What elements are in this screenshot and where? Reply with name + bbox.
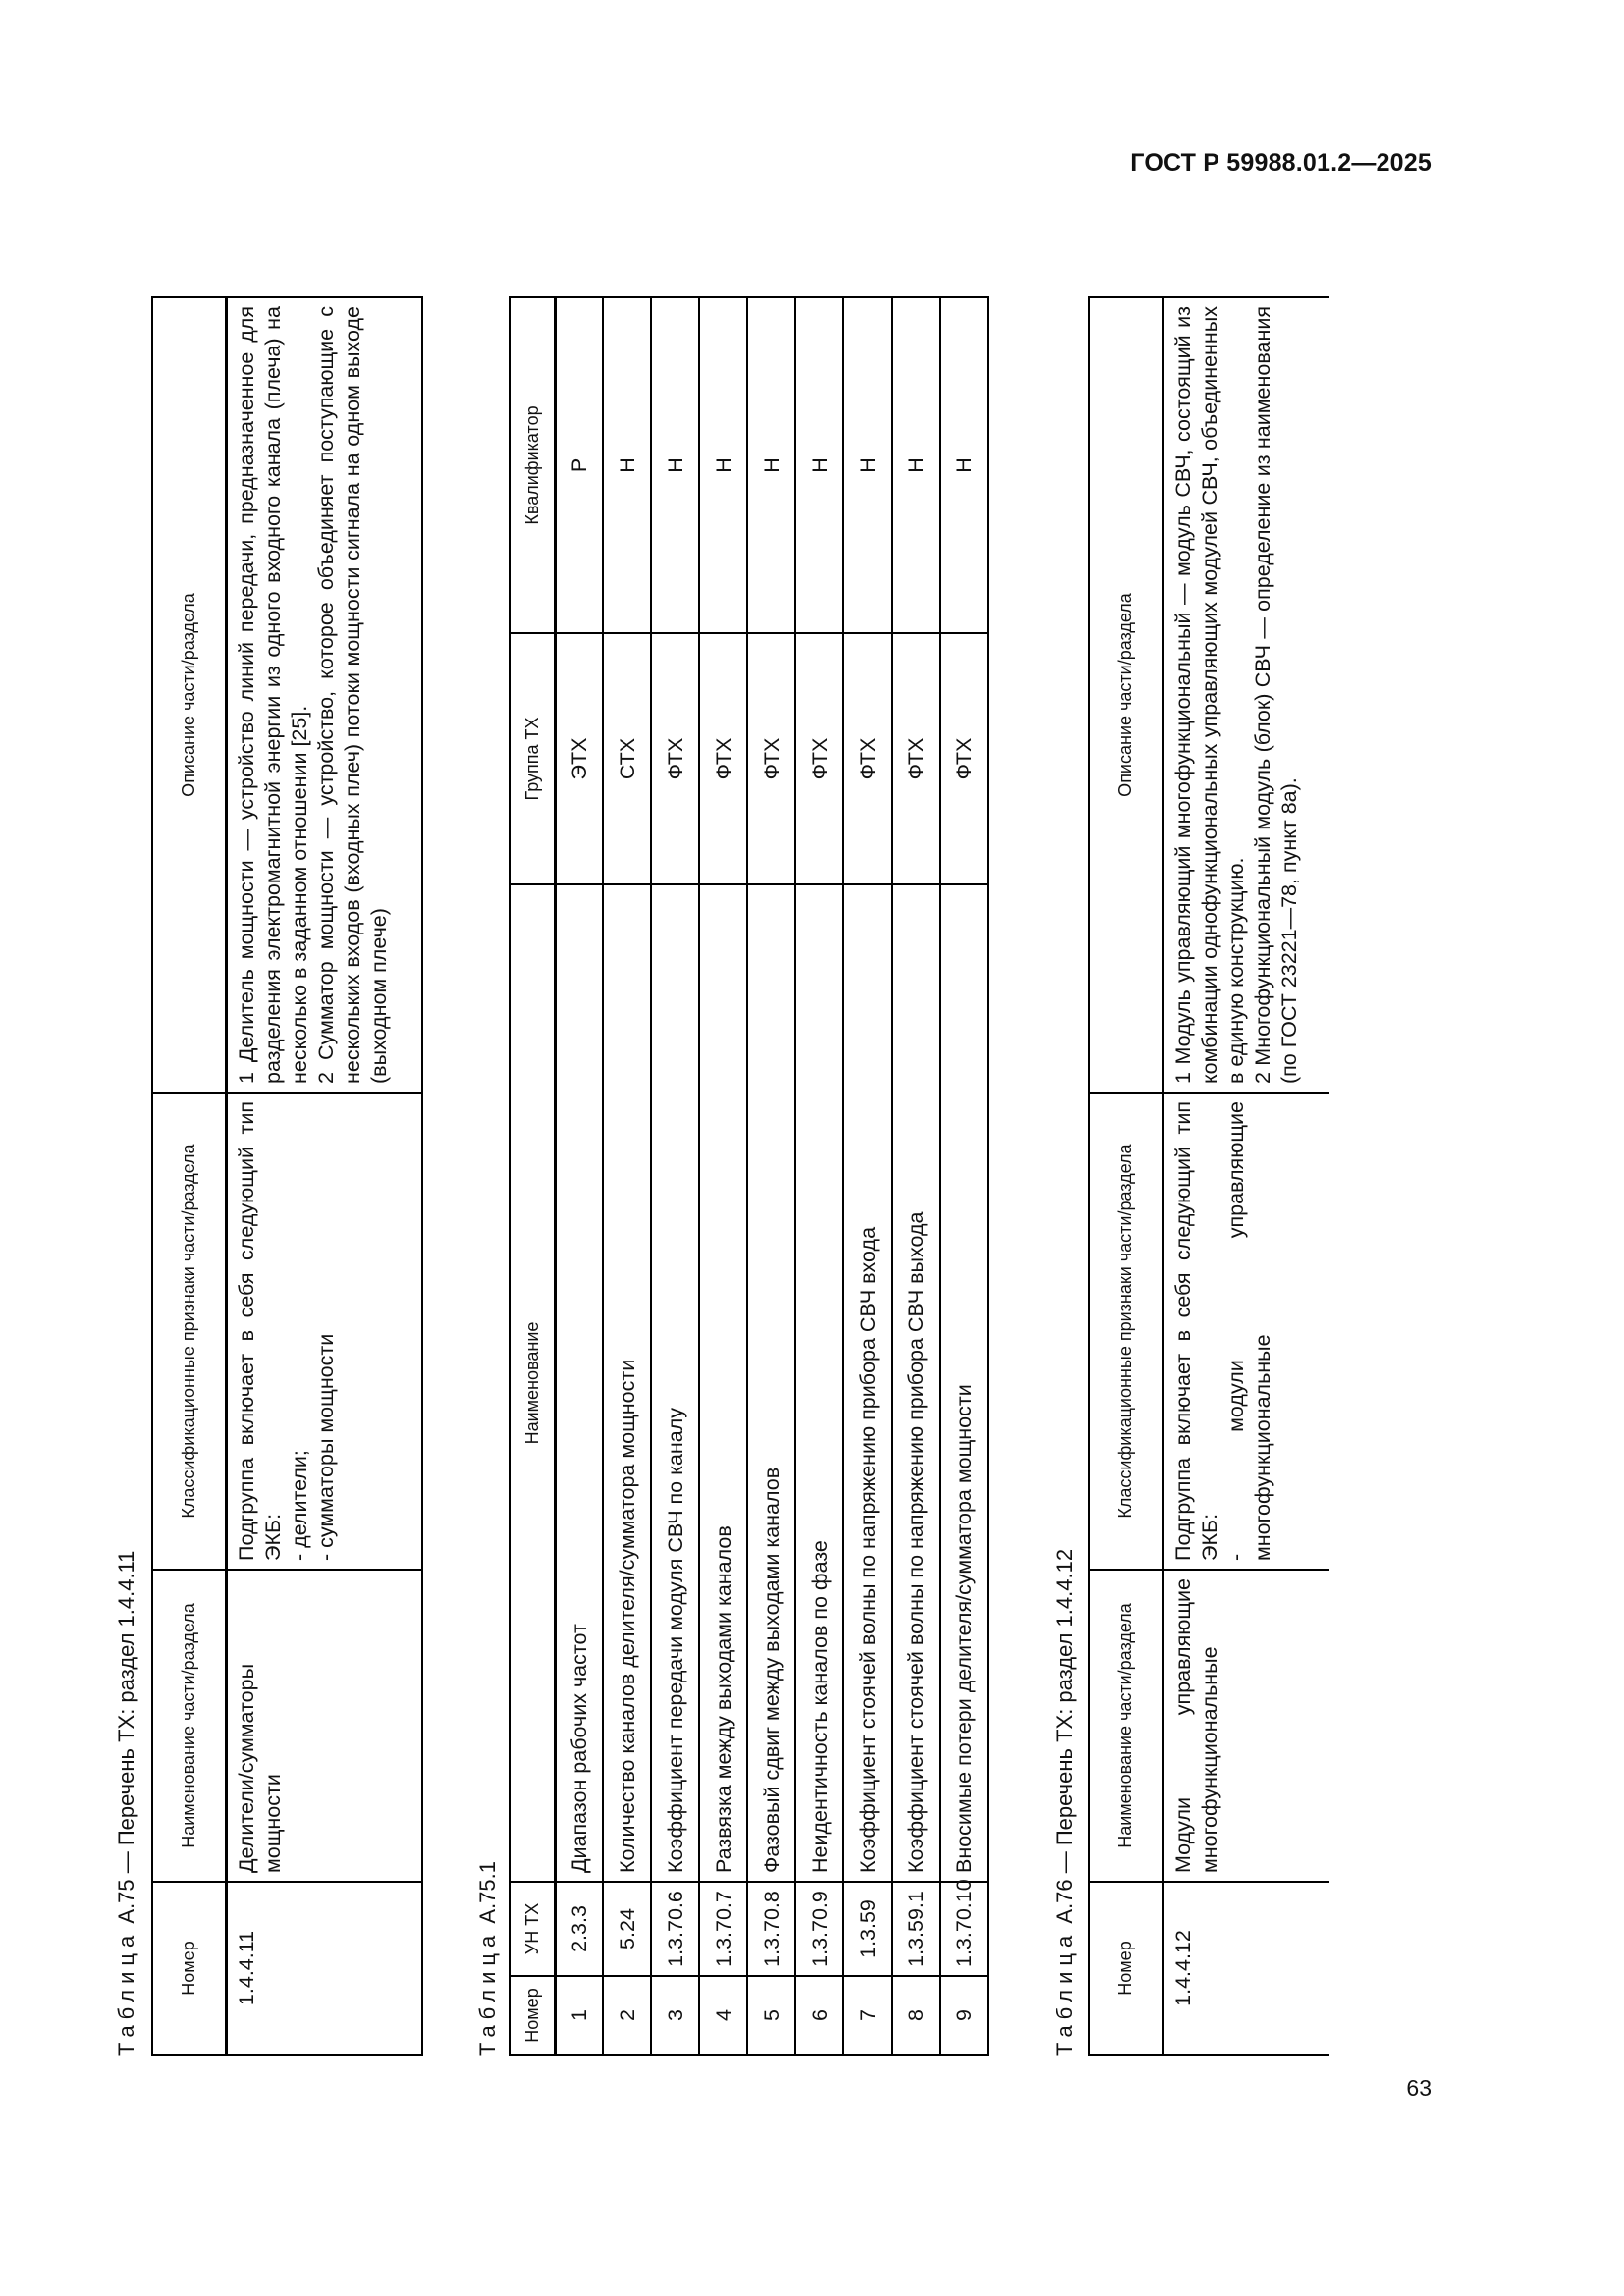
page-number: 63	[1406, 2075, 1432, 2101]
row-description	[226, 297, 422, 1093]
table-row	[603, 297, 651, 2055]
rotated-content	[112, 230, 1329, 2056]
cell-name: Коэффициент стоячей волны по напряжению прибора СВЧ выхода	[892, 884, 940, 1882]
col-header-number: Номер	[510, 1976, 555, 2055]
cell-group: ФТХ	[651, 633, 699, 884]
table-row	[747, 297, 795, 2055]
cell-name: Развязка между выходами каналов	[699, 884, 747, 1882]
cell-group: СТХ	[603, 633, 651, 884]
col-header-name: Наименование	[510, 884, 555, 1882]
table-row	[555, 297, 603, 2055]
cell-qualifier: Н	[651, 297, 699, 633]
cell-group: ФТХ	[699, 633, 747, 884]
cell-group: ЭТХ	[555, 633, 603, 884]
cell-group: ФТХ	[795, 633, 843, 884]
class-line: - сумматоры мощности	[313, 1333, 338, 1561]
cell-number: 2	[603, 1976, 651, 2055]
cell-number: 3	[651, 1976, 699, 2055]
col-header-name: Наименование части/раздела	[152, 1570, 226, 1882]
cell-qualifier: Н	[795, 297, 843, 633]
table-row	[699, 297, 747, 2055]
table-a76-caption	[1053, 1549, 1078, 2056]
cell-name: Диапазон рабочих частот	[555, 884, 603, 1882]
cell-qualifier: Н	[892, 297, 940, 633]
col-header-classification: Классификационные признаки части/раздела	[152, 1093, 226, 1570]
table-a75-caption	[114, 1551, 139, 2056]
table-row	[892, 297, 940, 2055]
description-paragraph: 2 Сумматор мощности — устройство, которое объединяет поступающие с нескольких входов (входных плеч) потоки мощности сигнала на одном выходе (выходном плече)	[313, 306, 391, 1084]
table-a751-caption	[475, 1861, 501, 2056]
description-paragraph: 2 Многофункциональный модуль (блок) СВЧ — определение из наименования (по ГОСТ 23221—78, пункт 8а).	[1250, 306, 1301, 1084]
cell-code: 1.3.70.6	[651, 1882, 699, 1976]
row-classification	[1163, 1093, 1329, 1570]
cell-group: ФТХ	[892, 633, 940, 884]
cell-number: 7	[843, 1976, 892, 2055]
table-row	[843, 297, 892, 2055]
table-word: Таблица	[1053, 1929, 1077, 2056]
cell-code: 1.3.59.1	[892, 1882, 940, 1976]
cell-number: 1	[555, 1976, 603, 2055]
table-row	[651, 297, 699, 2055]
cell-number: 9	[940, 1976, 988, 2055]
table-a751	[509, 296, 989, 2056]
cell-group: ФТХ	[940, 633, 988, 884]
table-row	[795, 297, 843, 2055]
row-classification	[226, 1093, 422, 1570]
cell-name: Количество каналов делителя/сумматора мощности	[603, 884, 651, 1882]
cell-qualifier: Н	[699, 297, 747, 633]
cell-code: 5.24	[603, 1882, 651, 1976]
row-description	[1163, 297, 1329, 1093]
caption-text: А.76 — Перечень ТХ: раздел 1.4.4.12	[1053, 1548, 1077, 1924]
cell-code: 2.3.3	[555, 1882, 603, 1976]
cell-qualifier: Р	[555, 297, 603, 633]
cell-qualifier: Н	[843, 297, 892, 633]
cell-group: ФТХ	[843, 633, 892, 884]
table-row	[940, 297, 988, 2055]
cell-code: 1.3.59	[843, 1882, 892, 1976]
cell-group: ФТХ	[747, 633, 795, 884]
cell-qualifier: Н	[747, 297, 795, 633]
cell-qualifier: Н	[603, 297, 651, 633]
col-header-number: Номер	[152, 1882, 226, 2055]
cell-name: Фазовый сдвиг между выходами каналов	[747, 884, 795, 1882]
row-name: Модули управляющие многофункциональные	[1163, 1570, 1329, 1882]
col-header-code: УН ТХ	[510, 1882, 555, 1976]
cell-code: 1.3.70.7	[699, 1882, 747, 1976]
caption-text: А.75.1	[475, 1861, 500, 1924]
col-header-number: Номер	[1089, 1882, 1163, 2055]
class-line: Подгруппа включает в себя следующий тип ЭКБ:	[234, 1101, 285, 1561]
cell-qualifier: Н	[940, 297, 988, 633]
row-number: 1.4.4.11	[226, 1882, 422, 2055]
description-paragraph: 1 Модуль управляющий многофункциональный — модуль СВЧ, состоящий из комбинации однофункциональных управляющих модулей СВЧ, объединенных в единую конструкцию.	[1170, 306, 1248, 1084]
cell-name: Вносимые потери делителя/сумматора мощности	[940, 884, 988, 1882]
cell-number: 5	[747, 1976, 795, 2055]
cell-number: 8	[892, 1976, 940, 2055]
cell-code: 1.3.70.9	[795, 1882, 843, 1976]
col-header-description: Описание части/раздела	[152, 297, 226, 1093]
cell-code: 1.3.70.10	[940, 1882, 988, 1976]
table-a75	[151, 296, 423, 2056]
col-header-name: Наименование части/раздела	[1089, 1570, 1163, 1882]
caption-text: А.75 — Перечень ТХ: раздел 1.4.4.11	[114, 1550, 138, 1924]
col-header-qualifier: Квалификатор	[510, 297, 555, 633]
description-paragraph: 1 Делитель мощности — устройство линий передачи, предназначенное для разделения электромагнитной энергии из одного входного канала (плеча) на несколько в заданном отношении [25].	[234, 306, 311, 1084]
cell-code: 1.3.70.8	[747, 1882, 795, 1976]
cell-name: Коэффициент передачи модуля СВЧ по каналу	[651, 884, 699, 1882]
class-line: - модули управляющие многофункциональные	[1223, 1101, 1274, 1561]
cell-name: Коэффициент стоячей волны по напряжению прибора СВЧ входа	[843, 884, 892, 1882]
table-word: Таблица	[114, 1929, 138, 2056]
table-a76	[1088, 296, 1329, 2056]
col-header-description: Описание части/раздела	[1089, 297, 1163, 1093]
row-number: 1.4.4.12	[1163, 1882, 1329, 2055]
class-line: - делители;	[287, 1450, 311, 1561]
class-line: Подгруппа включает в себя следующий тип ЭКБ:	[1170, 1101, 1221, 1561]
cell-number: 4	[699, 1976, 747, 2055]
cell-number: 6	[795, 1976, 843, 2055]
table-word: Таблица	[475, 1929, 500, 2056]
col-header-classification: Классификационные признаки части/раздела	[1089, 1093, 1163, 1570]
col-header-group: Группа ТХ	[510, 633, 555, 884]
cell-name: Неидентичность каналов по фазе	[795, 884, 843, 1882]
document-code: ГОСТ Р 59988.01.2—2025	[1130, 149, 1432, 177]
row-name: Делители/сумматоры мощности	[226, 1570, 422, 1882]
